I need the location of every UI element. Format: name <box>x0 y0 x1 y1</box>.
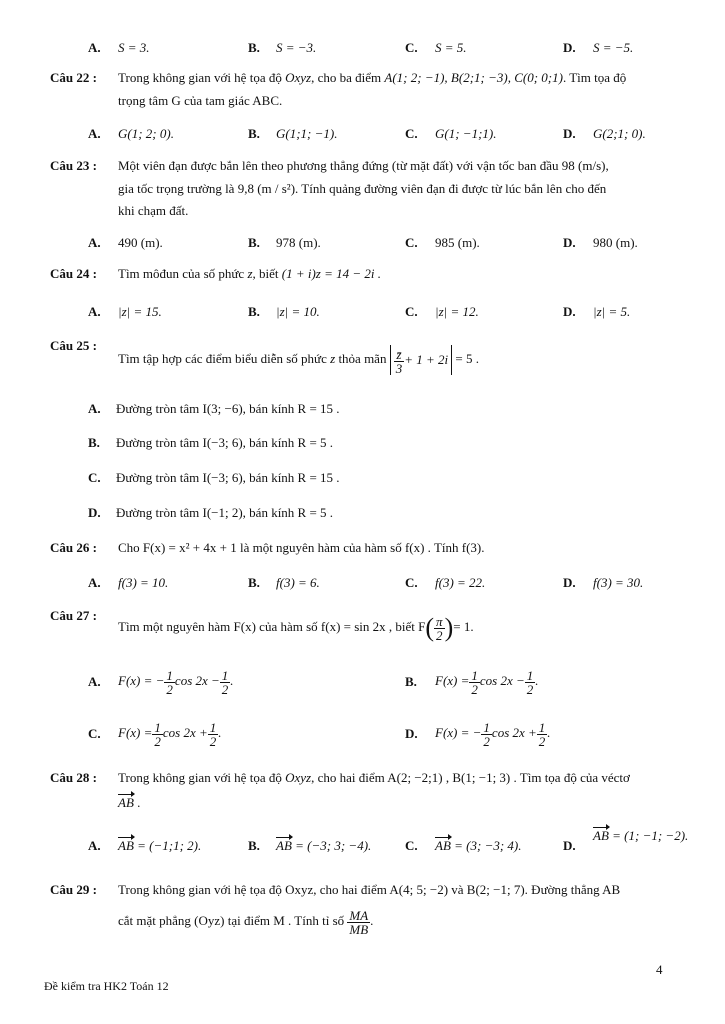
q23-option-d-label: D. <box>563 235 576 250</box>
q22-option-d: G(2;1; 0). <box>593 126 646 141</box>
q22-option-a-label: A. <box>88 126 101 141</box>
q26-option-a: f(3) = 10. <box>118 575 169 590</box>
q23-option-a: 490 (m). <box>118 235 163 250</box>
q28-stem-line1: Trong không gian với hệ tọa độ Oxyz, cho hai điểm A(2; −2;1) , B(1; −1; 3) . Tìm tọa độ của véctơ <box>118 770 630 785</box>
q25-option-a-label: A. <box>88 401 101 416</box>
q24-label: Câu 24 : <box>50 266 97 281</box>
q25-option-d-label: D. <box>88 505 101 520</box>
q21-option-b-label: B. <box>248 40 260 55</box>
page-number: 4 <box>656 962 663 977</box>
q24-option-b: |z| = 10. <box>276 304 320 319</box>
q22-label: Câu 22 : <box>50 70 97 85</box>
q28-option-c-label: C. <box>405 838 418 853</box>
q26-option-d: f(3) = 30. <box>593 575 644 590</box>
q25-option-c-label: C. <box>88 470 101 485</box>
q27-option-c: F(x) = $\frac{1}{2}$ cos 2x + $\frac{1}{2}$ . <box>118 719 222 749</box>
q21-option-a: S = 3. <box>118 40 150 55</box>
q22-option-c: G(1; −1;1). <box>435 126 497 141</box>
q26-option-c: f(3) = 22. <box>435 575 486 590</box>
q21-option-c: S = 5. <box>435 40 467 55</box>
q25-option-b-label: B. <box>88 435 100 450</box>
q28-option-a: AB = (−1;1; 2). <box>118 838 202 853</box>
q27-stem: Tìm một nguyên hàm F(x) của hàm số f(x) = sin 2x , biết F( $\frac{\pi}{2}$ )= 1. <box>118 613 474 643</box>
q25-option-b: Đường tròn tâm I(−3; 6), bán kính R = 5 . <box>116 435 334 450</box>
q25-option-a: Đường tròn tâm I(3; −6), bán kính R = 15 . <box>116 401 340 416</box>
q24-option-b-label: B. <box>248 304 260 319</box>
q24-option-d-label: D. <box>563 304 576 319</box>
q28-option-d: AB = (1; −1; −2). <box>593 828 689 843</box>
q26-option-b-label: B. <box>248 575 260 590</box>
q24-option-a: |z| = 15. <box>118 304 162 319</box>
q27-option-c-label: C. <box>88 726 101 741</box>
q23-option-d: 980 (m). <box>593 235 638 250</box>
q24-stem: Tìm môđun của số phức z, biết (1 + i)z = 14 − 2i . <box>118 266 382 281</box>
q27-option-b: F(x) = $\frac{1}{2}$ cos 2x − $\frac{1}{2}$ . <box>435 667 539 697</box>
q27-option-d: F(x) = − $\frac{1}{2}$ cos 2x + $\frac{1}{2}$ . <box>435 719 551 749</box>
q21-option-b: S = −3. <box>276 40 317 55</box>
q25-modulus-expression: $\frac{z̄}{3}$ + 1 + 2i <box>390 345 452 375</box>
q27-option-b-label: B. <box>405 674 417 689</box>
q23-stem-line3: khi chạm đất. <box>118 203 189 218</box>
q26-option-c-label: C. <box>405 575 418 590</box>
q28-option-b: AB = (−3; 3; −4). <box>276 838 372 853</box>
q26-label: Câu 26 : <box>50 540 97 555</box>
q24-option-d: |z| = 5. <box>593 304 631 319</box>
q23-option-a-label: A. <box>88 235 101 250</box>
q21-option-d: S = −5. <box>593 40 634 55</box>
q22-option-c-label: C. <box>405 126 418 141</box>
footer-title: Đề kiểm tra HK2 Toán 12 <box>44 979 169 993</box>
q27-option-a: F(x) = − $\frac{1}{2}$ cos 2x − $\frac{1}{2}$ . <box>118 667 234 697</box>
q22-option-a: G(1; 2; 0). <box>118 126 174 141</box>
q24-option-a-label: A. <box>88 304 101 319</box>
q28-option-a-label: A. <box>88 838 101 853</box>
q23-stem-line2: gia tốc trọng trường là 9,8 (m / s²). Tính quảng đường viên đạn đi được từ lúc bắn lên cho đến <box>118 181 607 196</box>
q25-option-c: Đường tròn tâm I(−3; 6), bán kính R = 15 . <box>116 470 340 485</box>
q21-option-a-label: A. <box>88 40 101 55</box>
q25-stem: Tìm tập hợp các điểm biểu diễn số phức z thỏa mãn $\frac{z̄}{3}$ + 1 + 2i = 5 . <box>118 346 479 376</box>
q27-label: Câu 27 : <box>50 608 97 623</box>
q23-option-b: 978 (m). <box>276 235 321 250</box>
q29-label: Câu 29 : <box>50 882 97 897</box>
q25-label: Câu 25 : <box>50 338 97 353</box>
q27-option-a-label: A. <box>88 674 101 689</box>
q28-label: Câu 28 : <box>50 770 97 785</box>
q26-stem: Cho F(x) = x² + 4x + 1 là một nguyên hàm của hàm số f(x) . Tính f(3). <box>118 540 485 555</box>
q22-option-b: G(1;1; −1). <box>276 126 338 141</box>
q27-option-d-label: D. <box>405 726 418 741</box>
q23-option-c-label: C. <box>405 235 418 250</box>
q28-option-d-label: D. <box>563 838 576 853</box>
q23-option-b-label: B. <box>248 235 260 250</box>
q29-stem-line2: cắt mặt phẳng (Oyz) tại điểm M . Tính tỉ số $\frac{MA}{MB}$ . <box>118 907 374 937</box>
q23-label: Câu 23 : <box>50 158 97 173</box>
q24-option-c-label: C. <box>405 304 418 319</box>
q28-option-c: AB = (3; −3; 4). <box>435 838 522 853</box>
q25-option-d: Đường tròn tâm I(−1; 2), bán kính R = 5 . <box>116 505 334 520</box>
q22-stem-line2: trọng tâm G của tam giác ABC. <box>118 93 283 108</box>
q23-option-c: 985 (m). <box>435 235 480 250</box>
q22-option-d-label: D. <box>563 126 576 141</box>
q24-option-c: |z| = 12. <box>435 304 479 319</box>
q21-option-c-label: C. <box>405 40 418 55</box>
q22-stem-line1: Trong không gian với hệ tọa độ Oxyz, cho ba điểm A(1; 2; −1), B(2;1; −3), C(0; 0;1). Tìm tọa độ <box>118 70 627 85</box>
q29-stem-line1: Trong không gian với hệ tọa độ Oxyz, cho hai điểm A(4; 5; −2) và B(2; −1; 7). Đường thẳng AB <box>118 882 621 897</box>
q28-stem-line2: AB . <box>118 795 141 810</box>
q26-option-d-label: D. <box>563 575 576 590</box>
q21-option-d-label: D. <box>563 40 576 55</box>
q28-option-b-label: B. <box>248 838 260 853</box>
q26-option-a-label: A. <box>88 575 101 590</box>
q22-option-b-label: B. <box>248 126 260 141</box>
q26-option-b: f(3) = 6. <box>276 575 320 590</box>
q23-stem-line1: Một viên đạn được bắn lên theo phương thẳng đứng (từ mặt đất) với vận tốc ban đầu 98 (m/s), <box>118 158 609 173</box>
